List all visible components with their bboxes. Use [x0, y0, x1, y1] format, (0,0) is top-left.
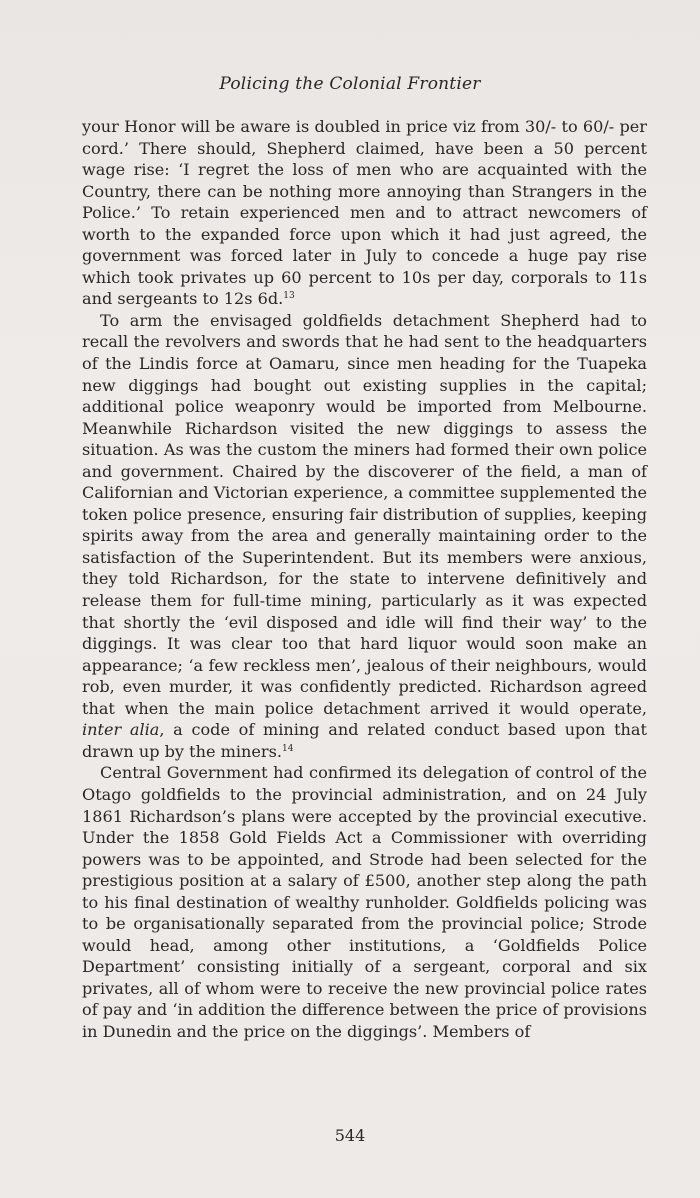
paragraph-1-text: your Honor will be aware is doubled in price viz from 30/- to 60/- per cord.’ There should, Shepherd claimed, have been a 50 percent wage rise: ‘I regret the loss of men who are acquainted with the Country, there can be nothing more annoying than Strangers in the Police.’ To retain experienced men and to attract newcomers of worth to the expanded force upon which it had just agreed, the government was forced later in July to concede a huge pay rise which took privates up 60 percent to 10s per day, corporals to 11s and sergeants to 12s 6d.	[82, 117, 647, 309]
page-number: 544	[334, 1126, 366, 1145]
footnote-ref-14: 14	[281, 743, 294, 754]
running-head: Policing the Colonial Frontier	[219, 74, 481, 94]
paragraph-2-text-after: , a code of mining and related conduct based upon that drawn up by the miners.	[82, 720, 647, 761]
paragraph-2-italic: inter alia	[82, 720, 160, 740]
paragraph-2-text: To arm the envisaged goldfields detachment Shepherd had to recall the revolvers and swords that he had sent to the headquarters of the Lindis force at Oamaru, since men heading for the Tuapeka new diggings had bought out existing supplies in the capital; additional police weaponry would be imported from Melbourne. Meanwhile Richardson visited the new diggings to assess the situation. As was the custom the miners had formed their own police and government. Chaired by the discoverer of the field, a man of Californian and Victorian experience, a committee supplemented the token police presence, ensuring fair distribution of supplies, keeping spirits away from the area and generally maintaining order to the satisfaction of the Superintendent. But its members were anxious, they told Richardson, for the state to intervene definitively and release them for full-time mining, particularly as it was expected that shortly the ‘evil disposed and idle will find their way’ to the diggings. It was clear too that hard liquor would soon make an appearance; ‘a few reckless men’, jealous of their neighbours, would rob, even murder, it was confidently predicted. Richardson agreed that when the main police detachment arrived it would operate,	[82, 310, 647, 718]
footnote-ref-13: 13	[283, 291, 295, 302]
paragraph-2	[82, 310, 647, 762]
paragraph-3-text: Central Government had confirmed its delegation of control of the Otago goldfields to the provincial administration, and on 24 July 1861 Richardson’s plans were accepted by the provincial executive. Under the 1858 Gold Fields Act a Commissioner with overriding powers was to be appointed, and Strode had been selected for the prestigious position at a salary of £500, another step along the path to his final destination of wealthy runholder. Goldfields policing was to be organisationally separated from the provincial police; Strode would head, among other institutions, a ‘Goldfields Police Department’ consisting initially of a sergeant, corporal and six privates, all of whom were to receive the new provincial police rates of pay and ‘in addition the difference between the price of provisions in Dunedin and the price on the diggings’. Members of	[82, 763, 647, 1041]
paragraph-3	[82, 762, 647, 1042]
paragraph-1	[82, 116, 647, 310]
body-text	[82, 116, 647, 1043]
